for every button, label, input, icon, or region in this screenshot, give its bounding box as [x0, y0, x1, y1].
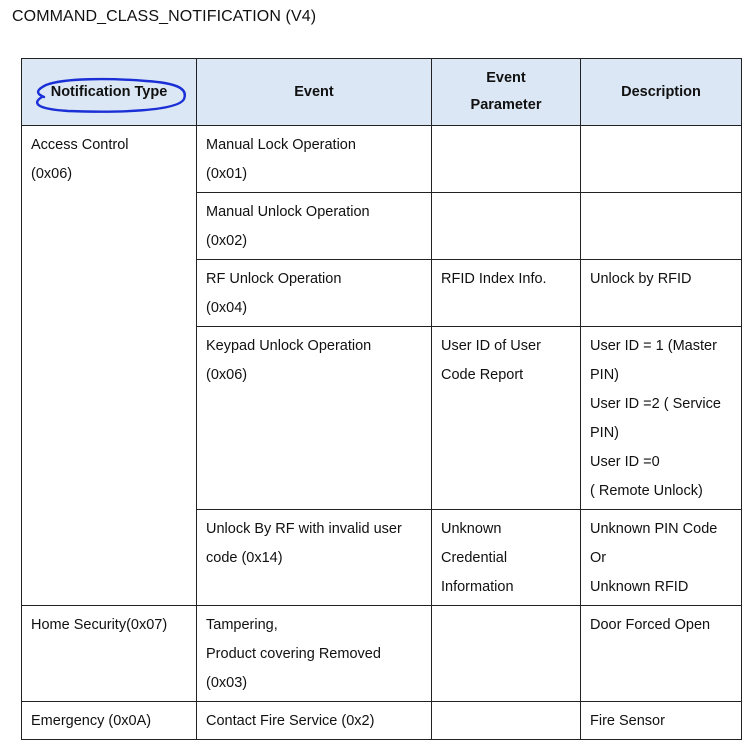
description-cell	[581, 126, 742, 193]
type-cell-emergency: Emergency (0x0A)	[22, 702, 197, 740]
type-cell-home-security: Home Security(0x07)	[22, 606, 197, 702]
parameter-cell: RFID Index Info.	[432, 260, 581, 327]
event-cell: Manual Lock Operation (0x01)	[197, 126, 432, 193]
table-row	[22, 702, 742, 740]
table-row	[22, 126, 742, 193]
description-cell	[581, 193, 742, 260]
notification-table	[21, 58, 742, 740]
document-title: COMMAND_CLASS_NOTIFICATION (V4)	[12, 8, 317, 25]
header-event-parameter	[432, 59, 581, 126]
description-cell: User ID = 1 (Master PIN) User ID =2 ( Service PIN) User ID =0 ( Remote Unlock)	[581, 327, 742, 510]
header-notification-type-label: Notification Type	[50, 83, 168, 100]
event-cell: Tampering, Product covering Removed (0x03)	[197, 606, 432, 702]
parameter-cell	[432, 606, 581, 702]
header-description	[581, 59, 742, 126]
parameter-cell	[432, 126, 581, 193]
type-cell-access-control: Access Control (0x06)	[22, 126, 197, 606]
description-cell: Door Forced Open	[581, 606, 742, 702]
event-cell: Contact Fire Service (0x2)	[197, 702, 432, 740]
description-cell: Unknown PIN Code Or Unknown RFID	[581, 510, 742, 606]
parameter-cell	[432, 702, 581, 740]
description-cell: Unlock by RFID	[581, 260, 742, 327]
header-description-label: Description	[621, 83, 701, 100]
parameter-cell: Unknown Credential Information	[432, 510, 581, 606]
header-event	[197, 59, 432, 126]
header-notification-type	[22, 59, 197, 126]
parameter-cell	[432, 193, 581, 260]
header-row	[22, 59, 742, 126]
header-event-label: Event	[294, 83, 334, 100]
description-cell: Fire Sensor	[581, 702, 742, 740]
event-cell: Unlock By RF with invalid user code (0x14)	[197, 510, 432, 606]
table-row	[22, 606, 742, 702]
event-cell: Manual Unlock Operation (0x02)	[197, 193, 432, 260]
header-event-parameter-label: Event Parameter	[470, 70, 542, 113]
event-cell: Keypad Unlock Operation (0x06)	[197, 327, 432, 510]
event-cell: RF Unlock Operation (0x04)	[197, 260, 432, 327]
parameter-cell: User ID of User Code Report	[432, 327, 581, 510]
